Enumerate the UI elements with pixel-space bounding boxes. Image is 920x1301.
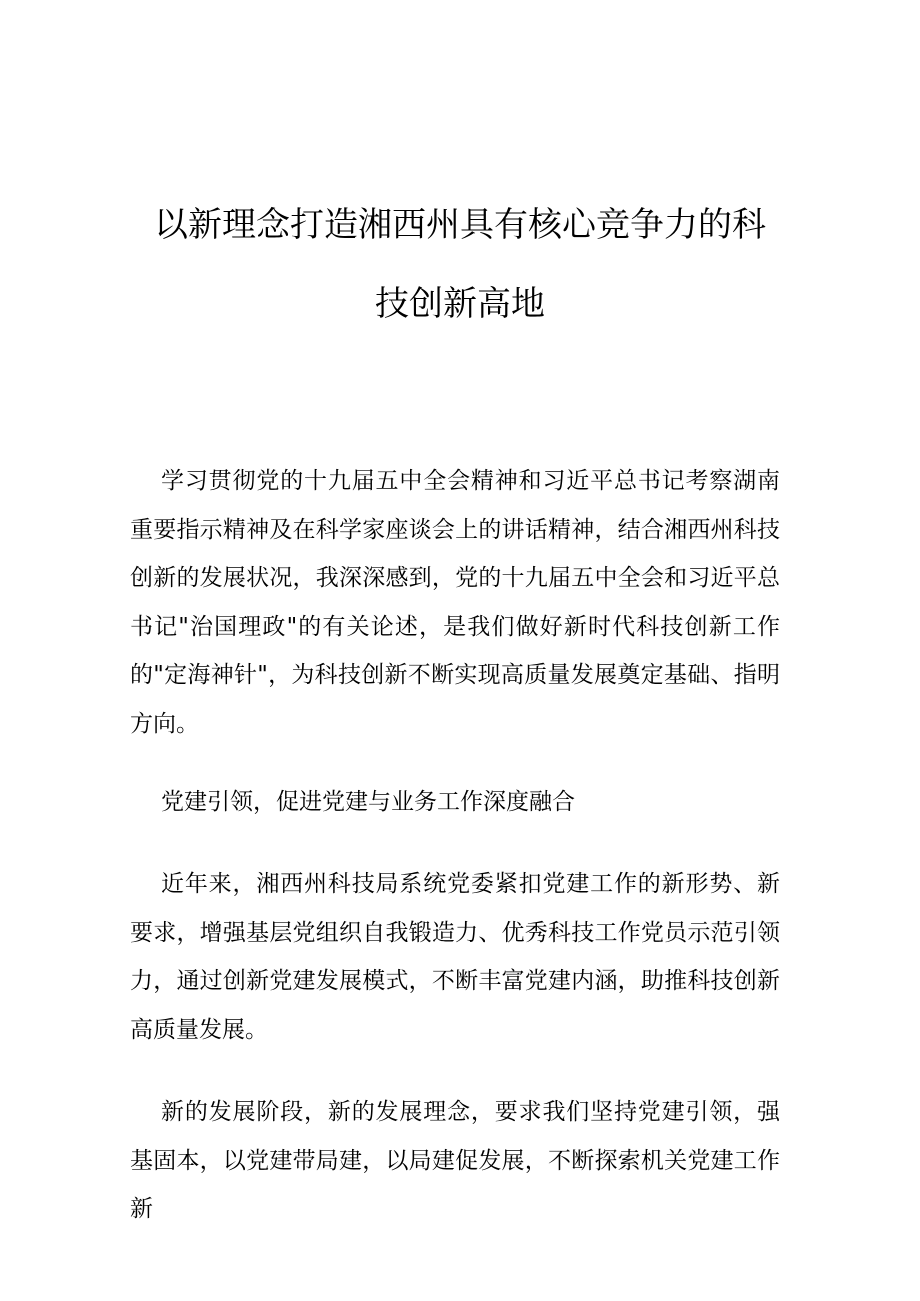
paragraph-new-stage: 新的发展阶段，新的发展理念，要求我们坚持党建引领，强基固本，以党建带局建，以局建促发展，不断探索机关党建工作新 [130, 1099, 780, 1222]
paragraph-recent-years: 近年来，湘西州科技局系统党委紧扣党建工作的新形势、新要求，增强基层党组织自我锻造力、优秀科技工作党员示范引领力，通过创新党建发展模式，不断丰富党建内涵，助推科技创新高质量发展。 [130, 871, 780, 1043]
document-title-line-1: 以新理念打造湘西州具有核心竞争力的科 [154, 205, 766, 245]
section-heading-party-building: 党建引领，促进党建与业务工作深度融合 [161, 789, 575, 815]
document-title-line-2: 技创新高地 [375, 284, 545, 324]
paragraph-intro: 学习贯彻党的十九届五中全会精神和习近平总书记考察湖南重要指示精神及在科学家座谈会上的讲话精神，结合湘西州科技创新的发展状况，我深深感到，党的十九届五中全会和习近平总书记"治国理政"的有关论述，是我们做好新时代科技创新工作的"定海神针"，为科技创新不断实现高质量发展奠定基础、指明方向。 [130, 468, 780, 737]
